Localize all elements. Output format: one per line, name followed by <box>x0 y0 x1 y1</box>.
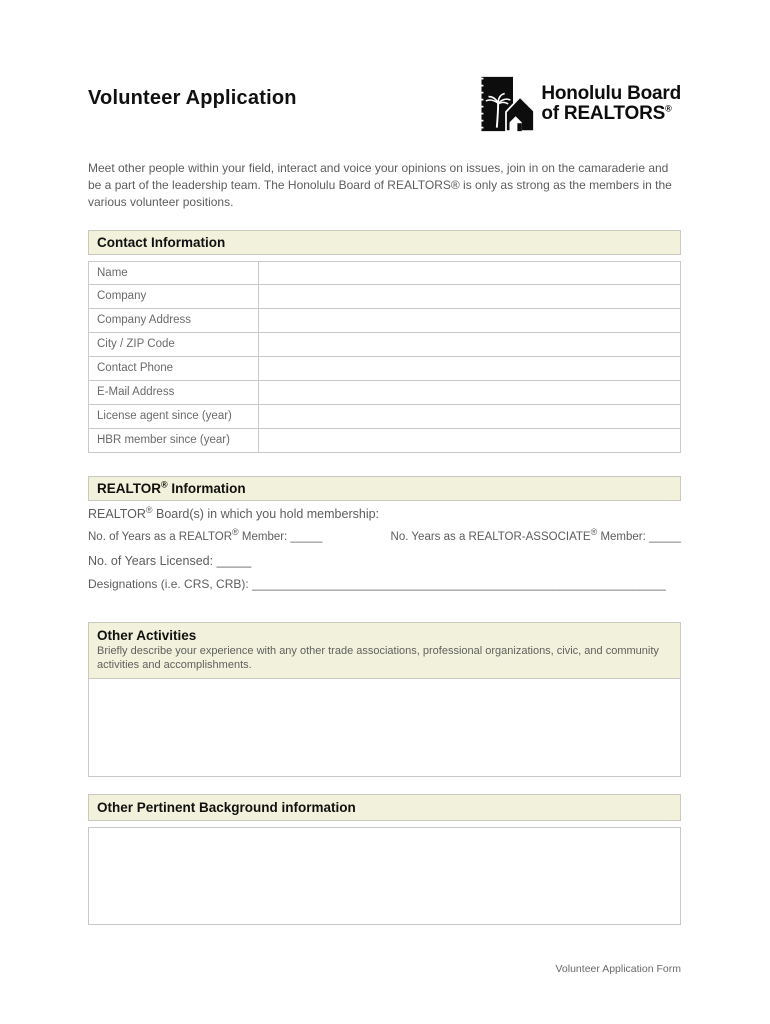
logo-wordmark <box>541 84 681 124</box>
years-realtor-associate-member: No. Years as a REALTOR-ASSOCIATE® Member: _____ <box>390 527 681 543</box>
row-label-city-zip: City / ZIP Code <box>89 333 259 356</box>
table-row <box>88 309 681 333</box>
page-header <box>88 73 681 135</box>
hbr-member-since-field[interactable] <box>259 429 680 452</box>
footer-label: Volunteer Application Form <box>555 963 681 975</box>
table-row <box>88 357 681 381</box>
page-title: Volunteer Application <box>88 87 297 109</box>
other-activities-description: Briefly describe your experience with any other trade associations, professional organizations, civic, and community activities and accomplishments. <box>97 645 659 671</box>
table-row <box>88 405 681 429</box>
years-realtor-member-blank[interactable]: _____ <box>290 531 323 543</box>
table-row <box>88 429 681 453</box>
name-field[interactable] <box>259 262 680 284</box>
hbr-logo <box>478 73 681 135</box>
registered-mark: ® <box>590 527 598 538</box>
row-label-hbr-member-since: HBR member since (year) <box>89 429 259 452</box>
years-licensed-blank[interactable]: _____ <box>216 554 252 568</box>
row-label-email: E-Mail Address <box>89 381 259 404</box>
table-row <box>88 261 681 285</box>
section-header-other-background: Other Pertinent Background information <box>88 794 681 821</box>
row-label-name: Name <box>89 262 259 284</box>
other-background-input-area[interactable] <box>88 827 681 925</box>
row-label-company: Company <box>89 285 259 308</box>
section-header-realtor-information: REALTOR® Information <box>88 476 681 501</box>
other-activities-input-area[interactable] <box>88 678 681 777</box>
registered-mark: ® <box>232 527 239 538</box>
years-realtor-member: No. of Years as a REALTOR® Member: _____ <box>88 527 323 543</box>
years-member-line <box>88 527 681 543</box>
license-agent-since-field[interactable] <box>259 405 680 428</box>
logo-line2: of REALTORS® <box>541 103 672 124</box>
years-licensed-line: No. of Years Licensed: _____ <box>88 554 252 568</box>
row-label-license-agent-since: License agent since (year) <box>89 405 259 428</box>
table-row <box>88 381 681 405</box>
designations-blank[interactable]: ______________________________________________________________ <box>252 577 666 591</box>
logo-line1: Honolulu Board <box>541 83 681 104</box>
section-header-contact-information: Contact Information <box>88 230 681 255</box>
table-row <box>88 333 681 357</box>
row-label-contact-phone: Contact Phone <box>89 357 259 380</box>
intro-paragraph: Meet other people within your field, interact and voice your opinions on issues, join in on the camaraderie and be a part of the leadership team. The Honolulu Board of REALTORS® is only as strong as the members in the various volunteer positions. <box>88 161 672 209</box>
city-zip-field[interactable] <box>259 333 680 356</box>
company-field[interactable] <box>259 285 680 308</box>
registered-mark: ® <box>665 103 672 114</box>
email-field[interactable] <box>259 381 680 404</box>
designations-line: Designations (i.e. CRS, CRB): ______________________________________________________________ <box>88 577 666 591</box>
other-activities-title: Other Activities <box>97 628 197 643</box>
contact-phone-field[interactable] <box>259 357 680 380</box>
registered-mark: ® <box>145 504 153 515</box>
row-label-company-address: Company Address <box>89 309 259 332</box>
registered-mark: ® <box>161 479 168 490</box>
section-header-other-activities <box>88 622 681 679</box>
contact-information-table <box>88 261 681 453</box>
company-address-field[interactable] <box>259 309 680 332</box>
table-row <box>88 285 681 309</box>
realtor-boards-line: REALTOR® Board(s) in which you hold membership: <box>88 504 380 521</box>
palm-tree-house-icon <box>478 73 534 135</box>
years-realtor-associate-blank[interactable]: _____ <box>649 531 681 543</box>
